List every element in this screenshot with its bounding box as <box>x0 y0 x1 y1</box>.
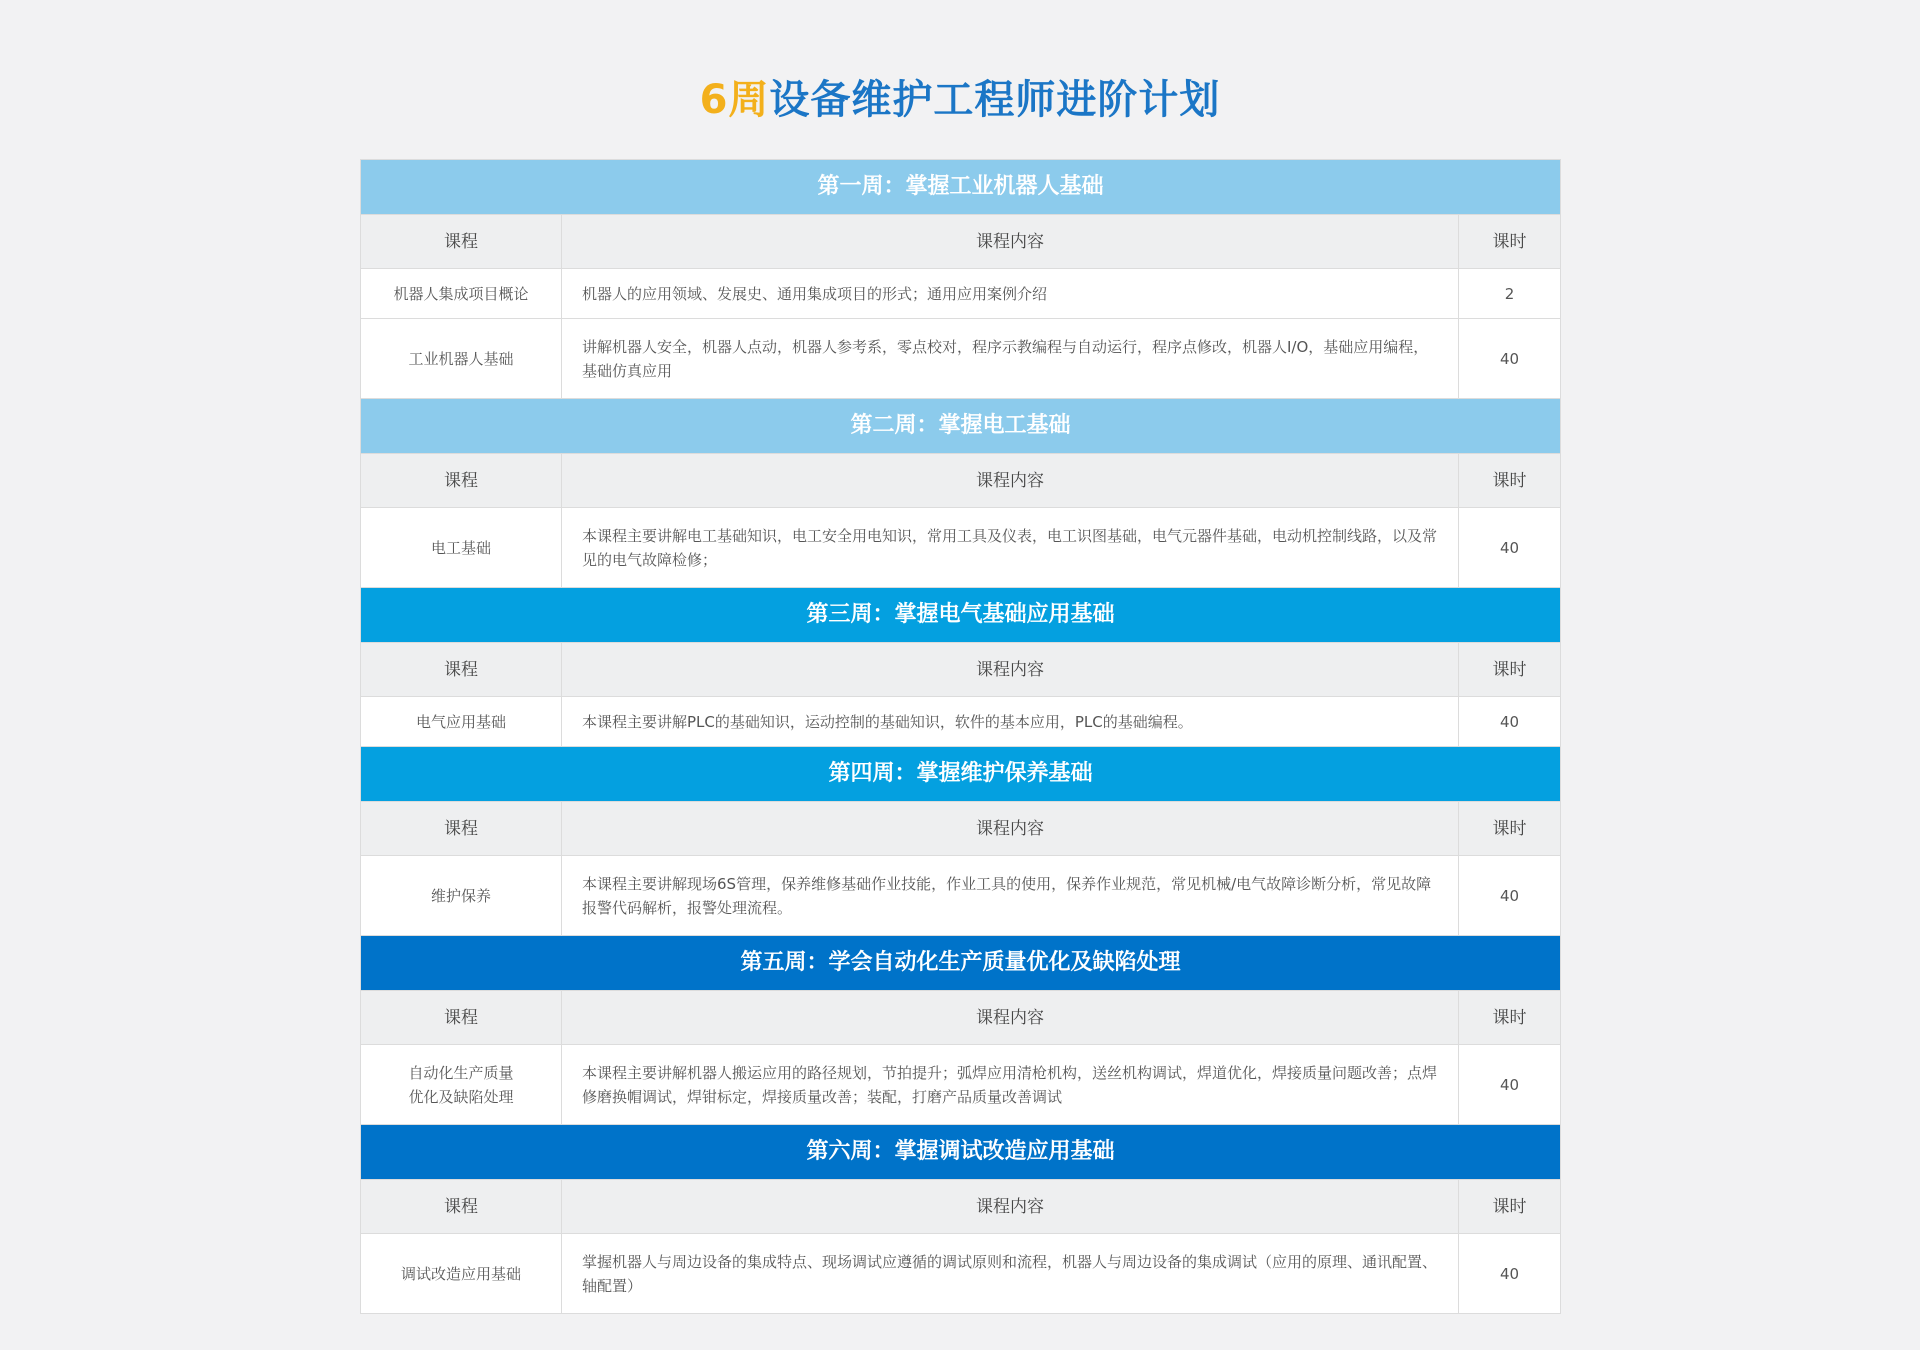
column-header-course: 课程 <box>361 454 562 508</box>
column-header-content: 课程内容 <box>562 991 1459 1045</box>
week-2-header-row <box>361 399 1561 454</box>
week-5-heading: 第五周：学会自动化生产质量优化及缺陷处理 <box>361 936 1561 991</box>
week-6-heading: 第六周：掌握调试改造应用基础 <box>361 1125 1561 1180</box>
course-name-line-2: 优化及缺陷处理 <box>408 1087 514 1106</box>
column-header-course: 课程 <box>361 643 562 697</box>
week-5-header-row <box>361 936 1561 991</box>
table-row <box>361 856 1561 936</box>
page-title-accent: 6周 <box>699 77 770 123</box>
column-header-content: 课程内容 <box>562 215 1459 269</box>
column-header-hours: 课时 <box>1459 991 1561 1045</box>
table-row <box>361 508 1561 588</box>
table-row <box>361 1234 1561 1314</box>
course-content: 机器人的应用领域、发展史、通用集成项目的形式；通用应用案例介绍 <box>562 269 1459 319</box>
table-row <box>361 269 1561 319</box>
course-content: 讲解机器人安全，机器人点动，机器人参考系，零点校对，程序示教编程与自动运行，程序点修改，机器人I/O，基础应用编程，基础仿真应用 <box>562 319 1459 399</box>
course-name: 调试改造应用基础 <box>361 1234 562 1314</box>
course-name: 工业机器人基础 <box>361 319 562 399</box>
course-hours: 40 <box>1459 1045 1561 1125</box>
week-3-header-row <box>361 588 1561 643</box>
column-header-content: 课程内容 <box>562 643 1459 697</box>
column-header-course: 课程 <box>361 1180 562 1234</box>
table-row <box>361 697 1561 747</box>
page-title <box>0 70 1920 130</box>
column-header-content: 课程内容 <box>562 802 1459 856</box>
table-row <box>361 1045 1561 1125</box>
column-header-row <box>361 215 1561 269</box>
column-header-course: 课程 <box>361 802 562 856</box>
course-content: 本课程主要讲解现场6S管理，保养维修基础作业技能，作业工具的使用，保养作业规范，常见机械/电气故障诊断分析，常见故障报警代码解析，报警处理流程。 <box>562 856 1459 936</box>
column-header-row <box>361 991 1561 1045</box>
course-content: 掌握机器人与周边设备的集成特点、现场调试应遵循的调试原则和流程，机器人与周边设备的集成调试（应用的原理、通讯配置、轴配置） <box>562 1234 1459 1314</box>
course-hours: 40 <box>1459 319 1561 399</box>
column-header-row <box>361 643 1561 697</box>
course-name: 维护保养 <box>361 856 562 936</box>
week-1-heading: 第一周：掌握工业机器人基础 <box>361 160 1561 215</box>
column-header-hours: 课时 <box>1459 643 1561 697</box>
training-plan-table <box>360 159 1561 1314</box>
column-header-hours: 课时 <box>1459 1180 1561 1234</box>
week-1-header-row <box>361 160 1561 215</box>
week-4-heading: 第四周：掌握维护保养基础 <box>361 747 1561 802</box>
week-6-header-row <box>361 1125 1561 1180</box>
course-name: 电工基础 <box>361 508 562 588</box>
week-4-header-row <box>361 747 1561 802</box>
course-name-line-1: 自动化生产质量 <box>408 1063 514 1082</box>
column-header-content: 课程内容 <box>562 1180 1459 1234</box>
course-hours: 40 <box>1459 856 1561 936</box>
course-hours: 2 <box>1459 269 1561 319</box>
course-content: 本课程主要讲解电工基础知识，电工安全用电知识，常用工具及仪表，电工识图基础，电气元器件基础，电动机控制线路，以及常见的电气故障检修； <box>562 508 1459 588</box>
table-row <box>361 319 1561 399</box>
week-3-heading: 第三周：掌握电气基础应用基础 <box>361 588 1561 643</box>
column-header-row <box>361 802 1561 856</box>
column-header-course: 课程 <box>361 991 562 1045</box>
column-header-hours: 课时 <box>1459 802 1561 856</box>
course-hours: 40 <box>1459 1234 1561 1314</box>
week-2-heading: 第二周：掌握电工基础 <box>361 399 1561 454</box>
course-name: 电气应用基础 <box>361 697 562 747</box>
column-header-row <box>361 1180 1561 1234</box>
course-hours: 40 <box>1459 697 1561 747</box>
column-header-course: 课程 <box>361 215 562 269</box>
column-header-hours: 课时 <box>1459 454 1561 508</box>
course-name <box>361 1045 562 1125</box>
course-content: 本课程主要讲解PLC的基础知识，运动控制的基础知识，软件的基本应用，PLC的基础编程。 <box>562 697 1459 747</box>
column-header-row <box>361 454 1561 508</box>
column-header-content: 课程内容 <box>562 454 1459 508</box>
course-name: 机器人集成项目概论 <box>361 269 562 319</box>
column-header-hours: 课时 <box>1459 215 1561 269</box>
course-hours: 40 <box>1459 508 1561 588</box>
page-title-main: 设备维护工程师进阶计划 <box>769 77 1221 123</box>
course-content: 本课程主要讲解机器人搬运应用的路径规划，节拍提升；弧焊应用清枪机构，送丝机构调试，焊道优化，焊接质量问题改善；点焊修磨换帽调试，焊钳标定，焊接质量改善；装配，打磨产品质量改善调试 <box>562 1045 1459 1125</box>
